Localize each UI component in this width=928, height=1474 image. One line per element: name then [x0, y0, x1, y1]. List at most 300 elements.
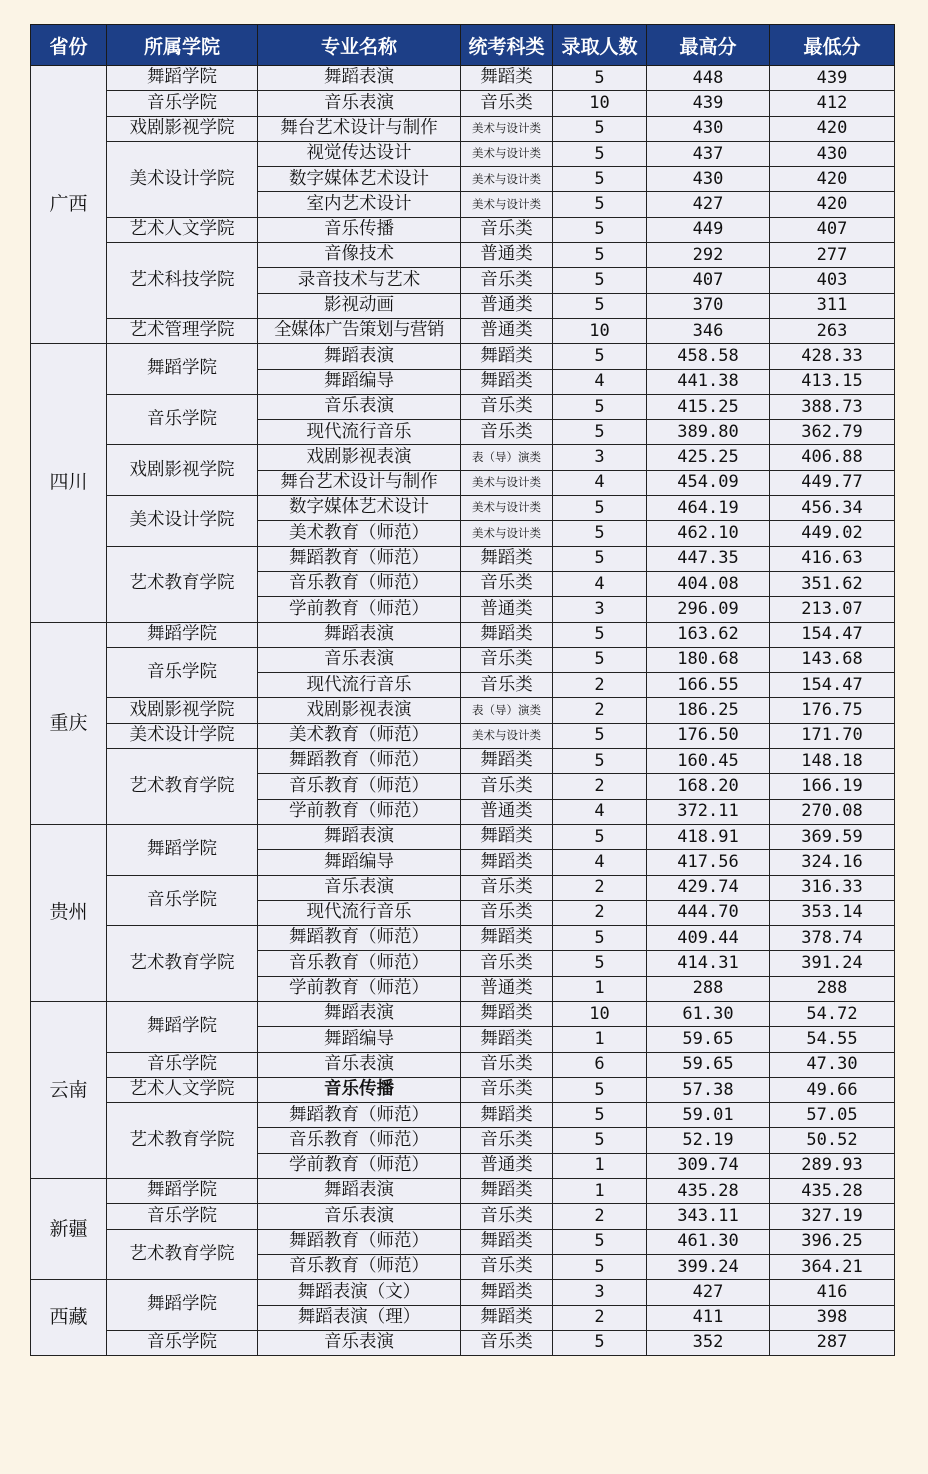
min-score-cell: 166.19	[770, 774, 895, 799]
major-cell: 舞蹈表演（理）	[258, 1305, 461, 1330]
max-score-cell: 454.09	[647, 470, 770, 495]
min-score-cell: 171.70	[770, 723, 895, 748]
major-cell: 音乐教育（师范）	[258, 1128, 461, 1153]
admitted-count-cell: 5	[553, 116, 647, 141]
major-cell: 舞蹈编导	[258, 850, 461, 875]
major-cell: 音乐传播	[258, 217, 461, 242]
min-score-cell: 416	[770, 1280, 895, 1305]
college-cell: 美术设计学院	[107, 141, 258, 217]
table-row	[31, 116, 895, 141]
admitted-count-cell: 5	[553, 1254, 647, 1279]
min-score-cell: 420	[770, 167, 895, 192]
admitted-count-cell: 5	[553, 647, 647, 672]
admitted-count-cell: 2	[553, 673, 647, 698]
header-major: 专业名称	[258, 25, 461, 66]
province-cell: 贵州	[31, 824, 107, 1001]
major-cell: 舞蹈教育（师范）	[258, 1229, 461, 1254]
admitted-count-cell: 4	[553, 571, 647, 596]
college-cell: 美术设计学院	[107, 496, 258, 547]
min-score-cell: 396.25	[770, 1229, 895, 1254]
major-cell: 录音技术与艺术	[258, 268, 461, 293]
min-score-cell: 430	[770, 141, 895, 166]
college-cell: 舞蹈学院	[107, 66, 258, 91]
admitted-count-cell: 6	[553, 1052, 647, 1077]
admitted-count-cell: 5	[553, 66, 647, 91]
college-cell: 舞蹈学院	[107, 1001, 258, 1052]
table-row	[31, 1330, 895, 1355]
exam-category-cell: 普通类	[461, 293, 553, 318]
province-cell: 新疆	[31, 1179, 107, 1280]
college-cell: 艺术教育学院	[107, 546, 258, 622]
header-row	[31, 25, 895, 66]
exam-category-cell: 音乐类	[461, 1052, 553, 1077]
college-cell: 音乐学院	[107, 1330, 258, 1355]
max-score-cell: 59.65	[647, 1052, 770, 1077]
max-score-cell: 370	[647, 293, 770, 318]
major-cell: 舞蹈表演	[258, 1179, 461, 1204]
max-score-cell: 292	[647, 243, 770, 268]
exam-category-cell: 美术与设计类	[461, 470, 553, 495]
max-score-cell: 449	[647, 217, 770, 242]
table-row	[31, 824, 895, 849]
exam-category-cell: 音乐类	[461, 1128, 553, 1153]
max-score-cell: 389.80	[647, 420, 770, 445]
min-score-cell: 407	[770, 217, 895, 242]
min-score-cell: 416.63	[770, 546, 895, 571]
max-score-cell: 57.38	[647, 1077, 770, 1102]
exam-category-cell: 舞蹈类	[461, 344, 553, 369]
admitted-count-cell: 3	[553, 445, 647, 470]
college-cell: 戏剧影视学院	[107, 116, 258, 141]
max-score-cell: 309.74	[647, 1153, 770, 1178]
admitted-count-cell: 1	[553, 1153, 647, 1178]
admitted-count-cell: 5	[553, 1229, 647, 1254]
exam-category-cell: 音乐类	[461, 571, 553, 596]
min-score-cell: 412	[770, 91, 895, 116]
min-score-cell: 316.33	[770, 875, 895, 900]
exam-category-cell: 音乐类	[461, 673, 553, 698]
admitted-count-cell: 3	[553, 1280, 647, 1305]
min-score-cell: 57.05	[770, 1103, 895, 1128]
major-cell: 音乐表演	[258, 394, 461, 419]
min-score-cell: 391.24	[770, 951, 895, 976]
min-score-cell: 49.66	[770, 1077, 895, 1102]
admitted-count-cell: 5	[553, 293, 647, 318]
exam-category-cell: 音乐类	[461, 420, 553, 445]
college-cell: 艺术人文学院	[107, 1077, 258, 1102]
max-score-cell: 425.25	[647, 445, 770, 470]
major-cell: 现代流行音乐	[258, 420, 461, 445]
exam-category-cell: 舞蹈类	[461, 369, 553, 394]
min-score-cell: 364.21	[770, 1254, 895, 1279]
table-row	[31, 1179, 895, 1204]
table-row	[31, 875, 895, 900]
max-score-cell: 414.31	[647, 951, 770, 976]
exam-category-cell: 美术与设计类	[461, 496, 553, 521]
college-cell: 艺术管理学院	[107, 318, 258, 343]
exam-category-cell: 普通类	[461, 243, 553, 268]
min-score-cell: 362.79	[770, 420, 895, 445]
table-row	[31, 546, 895, 571]
exam-category-cell: 舞蹈类	[461, 824, 553, 849]
table-row	[31, 394, 895, 419]
exam-category-cell: 音乐类	[461, 875, 553, 900]
table-row	[31, 496, 895, 521]
max-score-cell: 448	[647, 66, 770, 91]
exam-category-cell: 音乐类	[461, 951, 553, 976]
major-cell: 舞蹈编导	[258, 1027, 461, 1052]
exam-category-cell: 美术与设计类	[461, 141, 553, 166]
header-admitted-count: 录取人数	[553, 25, 647, 66]
college-cell: 戏剧影视学院	[107, 445, 258, 496]
admitted-count-cell: 5	[553, 243, 647, 268]
min-score-cell: 154.47	[770, 622, 895, 647]
major-cell: 音乐表演	[258, 1330, 461, 1355]
table-row	[31, 1204, 895, 1229]
major-cell: 现代流行音乐	[258, 673, 461, 698]
min-score-cell: 263	[770, 318, 895, 343]
table-row	[31, 647, 895, 672]
table-row	[31, 1001, 895, 1026]
major-cell: 视觉传达设计	[258, 141, 461, 166]
max-score-cell: 429.74	[647, 875, 770, 900]
table-row	[31, 749, 895, 774]
min-score-cell: 327.19	[770, 1204, 895, 1229]
major-cell: 学前教育（师范）	[258, 976, 461, 1001]
admitted-count-cell: 5	[553, 394, 647, 419]
admitted-count-cell: 1	[553, 1027, 647, 1052]
admission-scores-table-container	[30, 24, 894, 1356]
min-score-cell: 277	[770, 243, 895, 268]
max-score-cell: 160.45	[647, 749, 770, 774]
min-score-cell: 47.30	[770, 1052, 895, 1077]
max-score-cell: 430	[647, 116, 770, 141]
college-cell: 艺术教育学院	[107, 1103, 258, 1179]
max-score-cell: 407	[647, 268, 770, 293]
province-cell: 四川	[31, 344, 107, 622]
min-score-cell: 54.72	[770, 1001, 895, 1026]
min-score-cell: 213.07	[770, 597, 895, 622]
max-score-cell: 352	[647, 1330, 770, 1355]
admitted-count-cell: 2	[553, 900, 647, 925]
exam-category-cell: 美术与设计类	[461, 167, 553, 192]
major-cell: 舞蹈教育（师范）	[258, 546, 461, 571]
major-cell: 戏剧影视表演	[258, 698, 461, 723]
table-row	[31, 141, 895, 166]
header-min-score: 最低分	[770, 25, 895, 66]
min-score-cell: 351.62	[770, 571, 895, 596]
admitted-count-cell: 5	[553, 546, 647, 571]
exam-category-cell: 舞蹈类	[461, 1229, 553, 1254]
exam-category-cell: 舞蹈类	[461, 850, 553, 875]
max-score-cell: 439	[647, 91, 770, 116]
major-cell: 美术教育（师范）	[258, 521, 461, 546]
major-cell: 全媒体广告策划与营销	[258, 318, 461, 343]
min-score-cell: 288	[770, 976, 895, 1001]
major-cell: 现代流行音乐	[258, 900, 461, 925]
exam-category-cell: 音乐类	[461, 1254, 553, 1279]
admitted-count-cell: 10	[553, 91, 647, 116]
max-score-cell: 441.38	[647, 369, 770, 394]
min-score-cell: 289.93	[770, 1153, 895, 1178]
major-cell: 音乐传播	[258, 1077, 461, 1102]
exam-category-cell: 音乐类	[461, 774, 553, 799]
admitted-count-cell: 5	[553, 1330, 647, 1355]
min-score-cell: 406.88	[770, 445, 895, 470]
admitted-count-cell: 5	[553, 141, 647, 166]
table-header	[31, 25, 895, 66]
table-row	[31, 445, 895, 470]
major-cell: 音乐表演	[258, 91, 461, 116]
max-score-cell: 417.56	[647, 850, 770, 875]
college-cell: 舞蹈学院	[107, 1280, 258, 1331]
max-score-cell: 59.65	[647, 1027, 770, 1052]
exam-category-cell: 舞蹈类	[461, 1305, 553, 1330]
admitted-count-cell: 10	[553, 318, 647, 343]
exam-category-cell: 音乐类	[461, 1077, 553, 1102]
admitted-count-cell: 5	[553, 496, 647, 521]
admitted-count-cell: 5	[553, 1103, 647, 1128]
exam-category-cell: 美术与设计类	[461, 192, 553, 217]
province-cell: 重庆	[31, 622, 107, 824]
exam-category-cell: 舞蹈类	[461, 1179, 553, 1204]
min-score-cell: 449.02	[770, 521, 895, 546]
max-score-cell: 430	[647, 167, 770, 192]
max-score-cell: 163.62	[647, 622, 770, 647]
college-cell: 戏剧影视学院	[107, 698, 258, 723]
max-score-cell: 437	[647, 141, 770, 166]
exam-category-cell: 音乐类	[461, 268, 553, 293]
college-cell: 艺术人文学院	[107, 217, 258, 242]
college-cell: 音乐学院	[107, 1204, 258, 1229]
major-cell: 音乐教育（师范）	[258, 1254, 461, 1279]
max-score-cell: 411	[647, 1305, 770, 1330]
exam-category-cell: 普通类	[461, 318, 553, 343]
admitted-count-cell: 5	[553, 1077, 647, 1102]
max-score-cell: 427	[647, 192, 770, 217]
header-max-score: 最高分	[647, 25, 770, 66]
major-cell: 音乐表演	[258, 1052, 461, 1077]
exam-category-cell: 美术与设计类	[461, 723, 553, 748]
college-cell: 艺术教育学院	[107, 1229, 258, 1280]
admitted-count-cell: 10	[553, 1001, 647, 1026]
exam-category-cell: 音乐类	[461, 217, 553, 242]
max-score-cell: 418.91	[647, 824, 770, 849]
major-cell: 数字媒体艺术设计	[258, 496, 461, 521]
table-row	[31, 1280, 895, 1305]
exam-category-cell: 舞蹈类	[461, 926, 553, 951]
exam-category-cell: 舞蹈类	[461, 1103, 553, 1128]
exam-category-cell: 舞蹈类	[461, 1001, 553, 1026]
table-row	[31, 344, 895, 369]
exam-category-cell: 音乐类	[461, 900, 553, 925]
college-cell: 音乐学院	[107, 647, 258, 698]
header-college: 所属学院	[107, 25, 258, 66]
admitted-count-cell: 2	[553, 1204, 647, 1229]
min-score-cell: 176.75	[770, 698, 895, 723]
table-row	[31, 1103, 895, 1128]
admitted-count-cell: 1	[553, 976, 647, 1001]
min-score-cell: 369.59	[770, 824, 895, 849]
major-cell: 音乐表演	[258, 647, 461, 672]
exam-category-cell: 舞蹈类	[461, 1280, 553, 1305]
college-cell: 艺术教育学院	[107, 749, 258, 825]
admitted-count-cell: 5	[553, 622, 647, 647]
exam-category-cell: 音乐类	[461, 91, 553, 116]
college-cell: 音乐学院	[107, 394, 258, 445]
admitted-count-cell: 5	[553, 167, 647, 192]
major-cell: 舞蹈表演（文）	[258, 1280, 461, 1305]
max-score-cell: 52.19	[647, 1128, 770, 1153]
admitted-count-cell: 5	[553, 217, 647, 242]
table-row	[31, 91, 895, 116]
min-score-cell: 413.15	[770, 369, 895, 394]
exam-category-cell: 舞蹈类	[461, 622, 553, 647]
admitted-count-cell: 2	[553, 774, 647, 799]
major-cell: 舞蹈教育（师范）	[258, 926, 461, 951]
major-cell: 音乐表演	[258, 1204, 461, 1229]
min-score-cell: 420	[770, 116, 895, 141]
admitted-count-cell: 3	[553, 597, 647, 622]
table-row	[31, 698, 895, 723]
max-score-cell: 462.10	[647, 521, 770, 546]
max-score-cell: 447.35	[647, 546, 770, 571]
table-row	[31, 622, 895, 647]
table-row	[31, 1077, 895, 1102]
admitted-count-cell: 4	[553, 470, 647, 495]
major-cell: 学前教育（师范）	[258, 1153, 461, 1178]
min-score-cell: 388.73	[770, 394, 895, 419]
major-cell: 舞蹈教育（师范）	[258, 1103, 461, 1128]
major-cell: 舞蹈表演	[258, 824, 461, 849]
exam-category-cell: 舞蹈类	[461, 66, 553, 91]
max-score-cell: 176.50	[647, 723, 770, 748]
admitted-count-cell: 5	[553, 192, 647, 217]
exam-category-cell: 普通类	[461, 1153, 553, 1178]
exam-category-cell: 美术与设计类	[461, 116, 553, 141]
major-cell: 戏剧影视表演	[258, 445, 461, 470]
table-row	[31, 926, 895, 951]
max-score-cell: 166.55	[647, 673, 770, 698]
exam-category-cell: 舞蹈类	[461, 749, 553, 774]
exam-category-cell: 普通类	[461, 799, 553, 824]
min-score-cell: 420	[770, 192, 895, 217]
max-score-cell: 61.30	[647, 1001, 770, 1026]
major-cell: 舞台艺术设计与制作	[258, 116, 461, 141]
table-row	[31, 66, 895, 91]
min-score-cell: 435.28	[770, 1179, 895, 1204]
admitted-count-cell: 5	[553, 344, 647, 369]
max-score-cell: 415.25	[647, 394, 770, 419]
max-score-cell: 168.20	[647, 774, 770, 799]
major-cell: 数字媒体艺术设计	[258, 167, 461, 192]
min-score-cell: 378.74	[770, 926, 895, 951]
min-score-cell: 270.08	[770, 799, 895, 824]
min-score-cell: 439	[770, 66, 895, 91]
min-score-cell: 148.18	[770, 749, 895, 774]
admitted-count-cell: 2	[553, 698, 647, 723]
college-cell: 舞蹈学院	[107, 1179, 258, 1204]
major-cell: 室内艺术设计	[258, 192, 461, 217]
major-cell: 美术教育（师范）	[258, 723, 461, 748]
admitted-count-cell: 2	[553, 1305, 647, 1330]
min-score-cell: 54.55	[770, 1027, 895, 1052]
exam-category-cell: 音乐类	[461, 1330, 553, 1355]
major-cell: 音乐教育（师范）	[258, 571, 461, 596]
table-row	[31, 1052, 895, 1077]
college-cell: 艺术教育学院	[107, 926, 258, 1002]
max-score-cell: 59.01	[647, 1103, 770, 1128]
table-row	[31, 318, 895, 343]
exam-category-cell: 美术与设计类	[461, 521, 553, 546]
province-cell: 广西	[31, 66, 107, 344]
table-row	[31, 217, 895, 242]
admitted-count-cell: 1	[553, 1179, 647, 1204]
college-cell: 美术设计学院	[107, 723, 258, 748]
min-score-cell: 311	[770, 293, 895, 318]
major-cell: 学前教育（师范）	[258, 597, 461, 622]
max-score-cell: 180.68	[647, 647, 770, 672]
major-cell: 舞台艺术设计与制作	[258, 470, 461, 495]
max-score-cell: 288	[647, 976, 770, 1001]
province-cell: 西藏	[31, 1280, 107, 1356]
province-cell: 云南	[31, 1001, 107, 1178]
max-score-cell: 296.09	[647, 597, 770, 622]
min-score-cell: 154.47	[770, 673, 895, 698]
major-cell: 音乐教育（师范）	[258, 774, 461, 799]
exam-category-cell: 表（导）演类	[461, 445, 553, 470]
major-cell: 音像技术	[258, 243, 461, 268]
max-score-cell: 186.25	[647, 698, 770, 723]
major-cell: 舞蹈表演	[258, 66, 461, 91]
exam-category-cell: 音乐类	[461, 1204, 553, 1229]
max-score-cell: 458.58	[647, 344, 770, 369]
admitted-count-cell: 4	[553, 799, 647, 824]
max-score-cell: 372.11	[647, 799, 770, 824]
min-score-cell: 456.34	[770, 496, 895, 521]
max-score-cell: 464.19	[647, 496, 770, 521]
min-score-cell: 403	[770, 268, 895, 293]
header-exam-category: 统考科类	[461, 25, 553, 66]
major-cell: 舞蹈教育（师范）	[258, 749, 461, 774]
admitted-count-cell: 5	[553, 749, 647, 774]
min-score-cell: 449.77	[770, 470, 895, 495]
exam-category-cell: 普通类	[461, 976, 553, 1001]
college-cell: 舞蹈学院	[107, 622, 258, 647]
min-score-cell: 428.33	[770, 344, 895, 369]
max-score-cell: 409.44	[647, 926, 770, 951]
major-cell: 舞蹈表演	[258, 622, 461, 647]
exam-category-cell: 音乐类	[461, 394, 553, 419]
table-row	[31, 723, 895, 748]
admitted-count-cell: 5	[553, 723, 647, 748]
exam-category-cell: 舞蹈类	[461, 1027, 553, 1052]
max-score-cell: 461.30	[647, 1229, 770, 1254]
min-score-cell: 398	[770, 1305, 895, 1330]
admitted-count-cell: 5	[553, 1128, 647, 1153]
max-score-cell: 399.24	[647, 1254, 770, 1279]
admitted-count-cell: 4	[553, 369, 647, 394]
major-cell: 舞蹈表演	[258, 344, 461, 369]
major-cell: 舞蹈表演	[258, 1001, 461, 1026]
admitted-count-cell: 2	[553, 875, 647, 900]
max-score-cell: 343.11	[647, 1204, 770, 1229]
exam-category-cell: 表（导）演类	[461, 698, 553, 723]
major-cell: 学前教育（师范）	[258, 799, 461, 824]
college-cell: 音乐学院	[107, 91, 258, 116]
college-cell: 艺术科技学院	[107, 243, 258, 319]
max-score-cell: 427	[647, 1280, 770, 1305]
